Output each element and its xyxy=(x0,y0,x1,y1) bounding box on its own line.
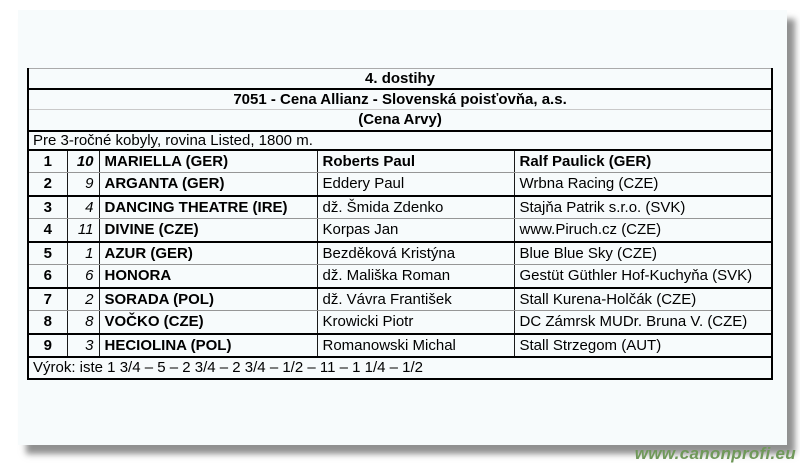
owner-cell: Gestüt Güthler Hof-Kuchyňa (SVK) xyxy=(514,265,772,288)
result-row xyxy=(28,150,772,173)
start-number-cell: 4 xyxy=(67,196,99,219)
owner-cell: Stall Kurena-Holčák (CZE) xyxy=(514,288,772,311)
horse-name-cell: DIVINE (CZE) xyxy=(99,219,317,242)
start-number-cell: 2 xyxy=(67,288,99,311)
race-conditions-row xyxy=(28,131,772,150)
result-row xyxy=(28,242,772,265)
race-subtitle: (Cena Arvy) xyxy=(28,110,772,131)
race-table-body xyxy=(28,69,772,379)
owner-cell: Stajňa Patrik s.r.o. (SVK) xyxy=(514,196,772,219)
start-number-cell: 10 xyxy=(67,150,99,173)
horse-name-cell: DANCING THEATRE (IRE) xyxy=(99,196,317,219)
place-cell: 5 xyxy=(28,242,67,265)
start-number-cell: 6 xyxy=(67,265,99,288)
place-cell: 1 xyxy=(28,150,67,173)
place-cell: 2 xyxy=(28,173,67,196)
horse-name-cell: AZUR (GER) xyxy=(99,242,317,265)
document-page xyxy=(18,10,787,445)
watermark-url: www.canonprofi.eu xyxy=(634,444,796,463)
horse-name-cell: ARGANTA (GER) xyxy=(99,173,317,196)
start-number-cell: 9 xyxy=(67,173,99,196)
jockey-cell: Eddery Paul xyxy=(317,173,514,196)
owner-cell: Ralf Paulick (GER) xyxy=(514,150,772,173)
place-cell: 4 xyxy=(28,219,67,242)
jockey-cell: Romanowski Michal xyxy=(317,334,514,357)
race-heading: 4. dostihy xyxy=(28,69,772,89)
place-cell: 9 xyxy=(28,334,67,357)
horse-name-cell: HONORA xyxy=(99,265,317,288)
owner-cell: Stall Strzegom (AUT) xyxy=(514,334,772,357)
start-number-cell: 8 xyxy=(67,311,99,334)
start-number-cell: 11 xyxy=(67,219,99,242)
horse-name-cell: SORADA (POL) xyxy=(99,288,317,311)
jockey-cell: Korpas Jan xyxy=(317,219,514,242)
race-title-row xyxy=(28,89,772,110)
result-row xyxy=(28,219,772,242)
start-number-cell: 1 xyxy=(67,242,99,265)
jockey-cell: dž. Šmida Zdenko xyxy=(317,196,514,219)
race-subtitle-row xyxy=(28,110,772,131)
race-heading-row xyxy=(28,69,772,89)
owner-cell: www.Piruch.cz (CZE) xyxy=(514,219,772,242)
jockey-cell: dž. Vávra František xyxy=(317,288,514,311)
result-row xyxy=(28,196,772,219)
start-number-cell: 3 xyxy=(67,334,99,357)
result-row xyxy=(28,265,772,288)
jockey-cell: Roberts Paul xyxy=(317,150,514,173)
result-row xyxy=(28,173,772,196)
horse-name-cell: VOČKO (CZE) xyxy=(99,311,317,334)
horse-name-cell: HECIOLINA (POL) xyxy=(99,334,317,357)
race-conditions: Pre 3-ročné kobyly, rovina Listed, 1800 m. xyxy=(28,131,772,150)
race-results-table xyxy=(27,68,773,380)
place-cell: 7 xyxy=(28,288,67,311)
horse-name-cell: MARIELLA (GER) xyxy=(99,150,317,173)
place-cell: 8 xyxy=(28,311,67,334)
jockey-cell: Bezděková Kristýna xyxy=(317,242,514,265)
owner-cell: Blue Blue Sky (CZE) xyxy=(514,242,772,265)
result-row xyxy=(28,334,772,357)
race-title: 7051 - Cena Allianz - Slovenská poisťovňa, a.s. xyxy=(28,89,772,110)
race-verdict: Výrok: iste 1 3/4 – 5 – 2 3/4 – 2 3/4 – 1/2 – 11 – 1 1/4 – 1/2 xyxy=(33,359,423,376)
race-verdict-row xyxy=(28,357,772,379)
jockey-cell: dž. Mališka Roman xyxy=(317,265,514,288)
jockey-cell: Krowicki Piotr xyxy=(317,311,514,334)
result-row xyxy=(28,311,772,334)
result-row xyxy=(28,288,772,311)
owner-cell: DC Zámrsk MUDr. Bruna V. (CZE) xyxy=(514,311,772,334)
owner-cell: Wrbna Racing (CZE) xyxy=(514,173,772,196)
place-cell: 3 xyxy=(28,196,67,219)
place-cell: 6 xyxy=(28,265,67,288)
